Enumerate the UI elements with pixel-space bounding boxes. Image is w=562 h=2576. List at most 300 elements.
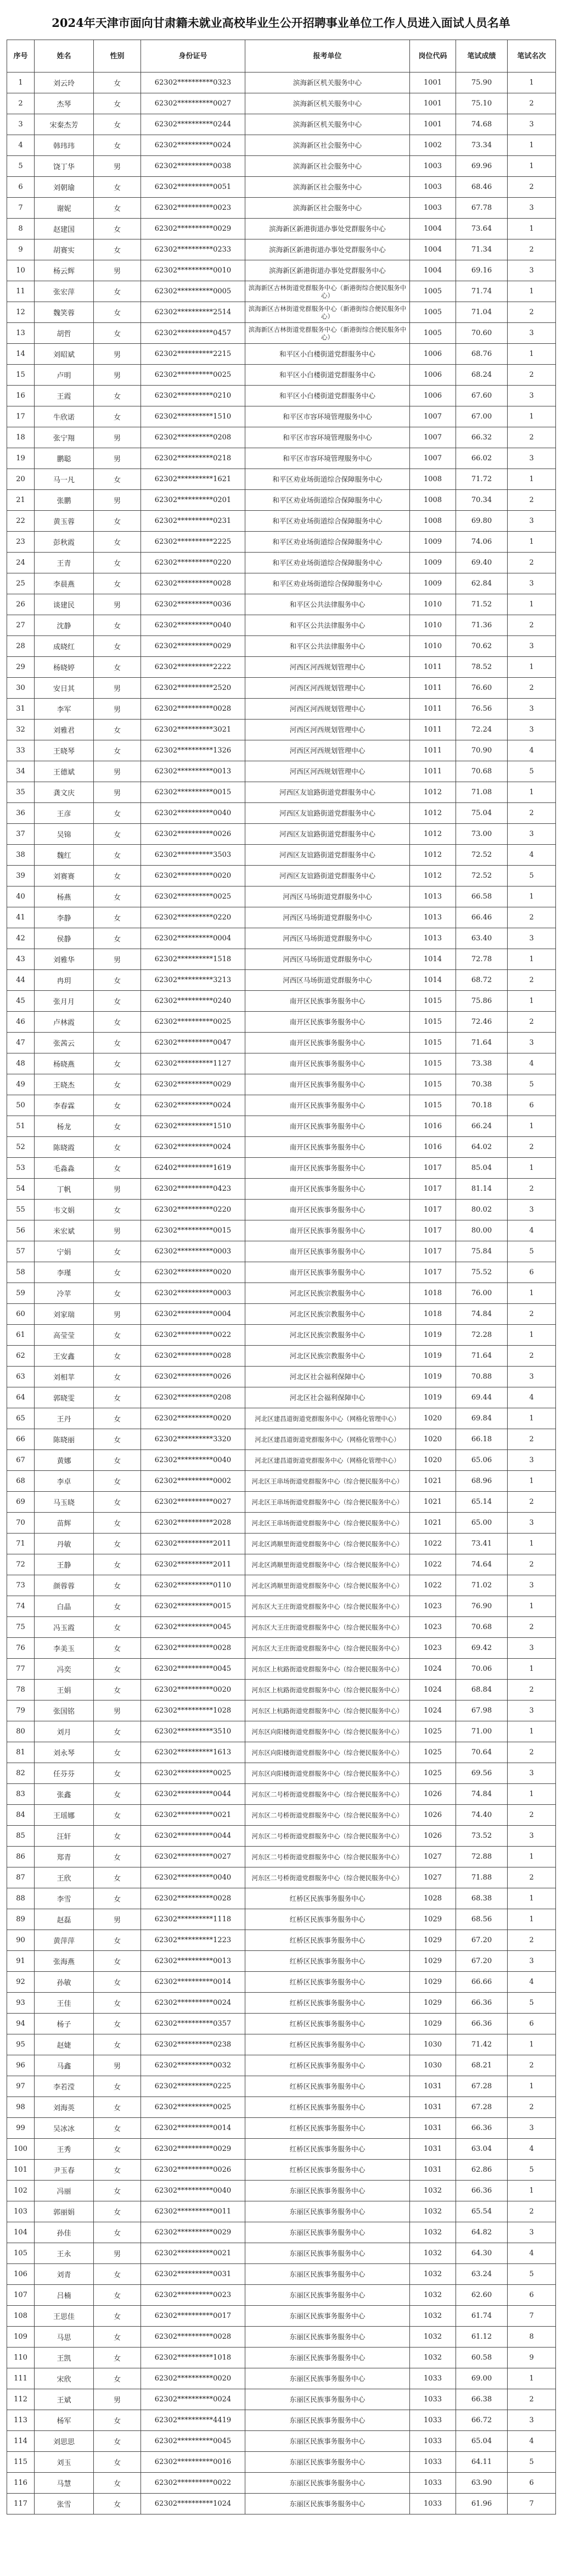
cell-name: 安日其 (35, 678, 94, 699)
cell-index: 39 (7, 866, 35, 886)
cell-id-number: 62302**********1118 (141, 1909, 245, 1930)
cell-unit: 南开区民族事务服务中心 (245, 1074, 410, 1095)
table-row (7, 907, 556, 928)
cell-gender: 女 (94, 1826, 141, 1847)
cell-unit: 和平区公共法律服务中心 (245, 636, 410, 657)
cell-name: 李晨燕 (35, 573, 94, 594)
cell-name: 冷苹 (35, 1283, 94, 1304)
table-row (7, 1784, 556, 1805)
cell-index: 18 (7, 427, 35, 448)
cell-score: 63.24 (456, 2264, 508, 2285)
cell-score: 73.00 (456, 824, 508, 845)
cell-rank: 1 (508, 1283, 556, 1304)
cell-unit: 河东区大王庄街道党群服务中心（综合便民服务中心） (245, 1617, 410, 1638)
cell-gender: 男 (94, 699, 141, 720)
cell-id-number: 62302**********1510 (141, 406, 245, 427)
cell-index: 59 (7, 1283, 35, 1304)
cell-post-code: 1027 (410, 1867, 456, 1888)
cell-rank: 1 (508, 73, 556, 93)
cell-name: 饶丁华 (35, 156, 94, 177)
cell-rank: 3 (508, 699, 556, 720)
cell-index: 9 (7, 239, 35, 260)
cell-id-number: 62302**********0028 (141, 1638, 245, 1659)
cell-unit: 南开区民族事务服务中心 (245, 1241, 410, 1262)
cell-name: 任芬芬 (35, 1763, 94, 1784)
cell-unit: 和平区劝业场街道综合保障服务中心 (245, 573, 410, 594)
table-row (7, 2160, 556, 2181)
table-row (7, 1888, 556, 1909)
cell-post-code: 1012 (410, 782, 456, 803)
cell-rank: 2 (508, 803, 556, 824)
cell-score: 67.98 (456, 1700, 508, 1721)
cell-index: 66 (7, 1429, 35, 1450)
cell-score: 71.74 (456, 281, 508, 302)
cell-id-number: 62302**********3510 (141, 1721, 245, 1742)
cell-unit: 滨海新区新港街道办事处党群服务中心 (245, 260, 410, 281)
cell-name: 刘雅君 (35, 720, 94, 740)
cell-score: 69.96 (456, 156, 508, 177)
cell-rank: 2 (508, 2055, 556, 2076)
cell-index: 35 (7, 782, 35, 803)
cell-rank: 4 (508, 1387, 556, 1408)
cell-index: 50 (7, 1095, 35, 1116)
cell-name: 宋欣 (35, 2368, 94, 2389)
cell-unit: 河北区民族宗教服务中心 (245, 1304, 410, 1325)
cell-rank: 3 (508, 260, 556, 281)
cell-index: 7 (7, 198, 35, 219)
cell-id-number: 62302**********0021 (141, 2243, 245, 2264)
cell-rank: 3 (508, 1763, 556, 1784)
cell-unit: 河北区鸿顺里街道党群服务中心（综合便民服务中心） (245, 1534, 410, 1554)
cell-id-number: 62302**********0233 (141, 239, 245, 260)
cell-name: 杨云辉 (35, 260, 94, 281)
cell-gender: 女 (94, 886, 141, 907)
cell-post-code: 1031 (410, 2076, 456, 2097)
cell-gender: 女 (94, 928, 141, 949)
cell-unit: 东丽区民族事务服务中心 (245, 2181, 410, 2201)
table-row (7, 2243, 556, 2264)
cell-rank: 4 (508, 2243, 556, 2264)
cell-post-code: 1006 (410, 365, 456, 386)
cell-unit: 河北区王串场街道党群服务中心（综合便民服务中心） (245, 1471, 410, 1492)
cell-unit: 和平区小白楼街道党群服务中心 (245, 386, 410, 406)
cell-index: 106 (7, 2264, 35, 2285)
cell-post-code: 1008 (410, 511, 456, 532)
cell-index: 86 (7, 1847, 35, 1867)
cell-id-number: 62302**********0038 (141, 156, 245, 177)
cell-rank: 3 (508, 1951, 556, 1972)
cell-index: 57 (7, 1241, 35, 1262)
cell-gender: 女 (94, 2076, 141, 2097)
cell-post-code: 1014 (410, 949, 456, 970)
cell-id-number: 62302**********0015 (141, 782, 245, 803)
cell-name: 李静 (35, 907, 94, 928)
cell-post-code: 1021 (410, 1471, 456, 1492)
cell-gender: 女 (94, 1033, 141, 1053)
cell-name: 李雪 (35, 1888, 94, 1909)
cell-rank: 4 (508, 845, 556, 866)
cell-rank: 2 (508, 1304, 556, 1325)
cell-gender: 女 (94, 1888, 141, 1909)
cell-gender: 男 (94, 1220, 141, 1241)
cell-gender: 女 (94, 1534, 141, 1554)
cell-id-number: 62302**********2520 (141, 678, 245, 699)
cell-id-number: 62302**********2011 (141, 1534, 245, 1554)
cell-id-number: 62302**********0025 (141, 1763, 245, 1784)
cell-post-code: 1023 (410, 1596, 456, 1617)
cell-score: 68.24 (456, 365, 508, 386)
cell-gender: 女 (94, 1930, 141, 1951)
table-row (7, 1137, 556, 1158)
cell-rank: 1 (508, 2076, 556, 2097)
cell-unit: 红桥区民族事务服务中心 (245, 1993, 410, 2014)
cell-post-code: 1003 (410, 177, 456, 198)
cell-name: 刘海英 (35, 2097, 94, 2118)
cell-index: 107 (7, 2285, 35, 2306)
cell-index: 26 (7, 594, 35, 615)
table-row (7, 1367, 556, 1387)
table-row (7, 2055, 556, 2076)
cell-name: 王凯 (35, 2348, 94, 2368)
table-row (7, 949, 556, 970)
cell-unit: 河西区友谊路街道党群服务中心 (245, 782, 410, 803)
cell-score: 73.34 (456, 135, 508, 156)
cell-index: 8 (7, 219, 35, 239)
cell-unit: 南开区民族事务服务中心 (245, 1116, 410, 1137)
cell-id-number: 62302**********0015 (141, 1220, 245, 1241)
cell-score: 70.06 (456, 1659, 508, 1680)
cell-score: 74.68 (456, 114, 508, 135)
cell-index: 38 (7, 845, 35, 866)
cell-index: 99 (7, 2118, 35, 2139)
cell-post-code: 1007 (410, 406, 456, 427)
cell-name: 王欣 (35, 1867, 94, 1888)
cell-id-number: 62302**********0027 (141, 93, 245, 114)
cell-unit: 红桥区民族事务服务中心 (245, 2160, 410, 2181)
cell-rank: 2 (508, 365, 556, 386)
cell-id-number: 62302**********3213 (141, 970, 245, 991)
table-row (7, 1179, 556, 1200)
cell-post-code: 1011 (410, 761, 456, 782)
cell-gender: 女 (94, 1471, 141, 1492)
cell-gender: 男 (94, 1700, 141, 1721)
cell-index: 36 (7, 803, 35, 824)
cell-unit: 河东区二号桥街道党群服务中心（综合便民服务中心） (245, 1847, 410, 1867)
cell-id-number: 62302**********4419 (141, 2410, 245, 2431)
table-row (7, 699, 556, 720)
cell-post-code: 1029 (410, 1972, 456, 1993)
cell-post-code: 1017 (410, 1179, 456, 1200)
cell-name: 马慧 (35, 2473, 94, 2494)
cell-index: 63 (7, 1367, 35, 1387)
cell-gender: 女 (94, 1053, 141, 1074)
cell-index: 30 (7, 678, 35, 699)
header-post-code: 岗位代码 (410, 40, 456, 73)
table-row (7, 886, 556, 907)
cell-gender: 女 (94, 1137, 141, 1158)
cell-score: 76.60 (456, 678, 508, 699)
cell-gender: 女 (94, 1680, 141, 1700)
cell-unit: 和平区市容环境管理服务中心 (245, 448, 410, 469)
cell-post-code: 1004 (410, 239, 456, 260)
cell-id-number: 62302**********0023 (141, 2285, 245, 2306)
cell-name: 丁帆 (35, 1179, 94, 1200)
cell-unit: 滨海新区社会服务中心 (245, 177, 410, 198)
cell-rank: 8 (508, 2327, 556, 2348)
table-row (7, 2327, 556, 2348)
cell-name: 刘思思 (35, 2431, 94, 2452)
cell-gender: 女 (94, 511, 141, 532)
cell-unit: 河西区河西规划管理中心 (245, 699, 410, 720)
cell-index: 80 (7, 1721, 35, 1742)
cell-unit: 河西区马场街道党群服务中心 (245, 970, 410, 991)
cell-rank: 2 (508, 427, 556, 448)
cell-gender: 女 (94, 970, 141, 991)
cell-id-number: 62302**********2011 (141, 1554, 245, 1575)
cell-name: 刘永琴 (35, 1742, 94, 1763)
cell-index: 13 (7, 323, 35, 344)
cell-name: 韩玮玮 (35, 135, 94, 156)
cell-rank: 3 (508, 1575, 556, 1596)
table-row (7, 1304, 556, 1325)
cell-gender: 女 (94, 1617, 141, 1638)
cell-gender: 女 (94, 1367, 141, 1387)
cell-unit: 河北区建昌道街道党群服务中心（网格化管理中心） (245, 1408, 410, 1429)
table-row (7, 1492, 556, 1513)
cell-gender: 女 (94, 2306, 141, 2327)
cell-post-code: 1029 (410, 1909, 456, 1930)
cell-name: 刘赛赛 (35, 866, 94, 886)
table-row (7, 2139, 556, 2160)
table-row (7, 93, 556, 114)
cell-name: 郑青 (35, 1847, 94, 1867)
table-row (7, 636, 556, 657)
table-row (7, 678, 556, 699)
cell-name: 冉玥 (35, 970, 94, 991)
header-unit: 报考单位 (245, 40, 410, 73)
cell-index: 62 (7, 1346, 35, 1367)
cell-name: 高莹莹 (35, 1325, 94, 1346)
cell-post-code: 1020 (410, 1408, 456, 1429)
cell-unit: 滨海新区新港街道办事处党群服务中心 (245, 239, 410, 260)
cell-name: 孙敏 (35, 1972, 94, 1993)
cell-post-code: 1013 (410, 907, 456, 928)
cell-rank: 1 (508, 886, 556, 907)
cell-index: 33 (7, 740, 35, 761)
cell-post-code: 1005 (410, 323, 456, 344)
cell-gender: 女 (94, 2327, 141, 2348)
cell-id-number: 62302**********0040 (141, 2181, 245, 2201)
cell-post-code: 1019 (410, 1325, 456, 1346)
cell-score: 64.82 (456, 2222, 508, 2243)
cell-name: 沈静 (35, 615, 94, 636)
cell-gender: 女 (94, 1200, 141, 1220)
cell-unit: 河北区王串场街道党群服务中心（综合便民服务中心） (245, 1492, 410, 1513)
cell-rank: 3 (508, 1200, 556, 1220)
cell-rank: 1 (508, 1325, 556, 1346)
table-row (7, 1700, 556, 1721)
table-row (7, 1450, 556, 1471)
cell-index: 29 (7, 657, 35, 678)
cell-post-code: 1032 (410, 2222, 456, 2243)
table-row (7, 1325, 556, 1346)
cell-score: 67.20 (456, 1951, 508, 1972)
cell-gender: 女 (94, 1283, 141, 1304)
cell-name: 王娟 (35, 1680, 94, 1700)
cell-score: 66.66 (456, 1972, 508, 1993)
cell-id-number: 62302**********1518 (141, 949, 245, 970)
cell-rank: 1 (508, 406, 556, 427)
cell-id-number: 62302**********0244 (141, 114, 245, 135)
cell-gender: 女 (94, 323, 141, 344)
cell-unit: 南开区民族事务服务中心 (245, 1158, 410, 1179)
cell-score: 67.28 (456, 2076, 508, 2097)
cell-unit: 南开区民族事务服务中心 (245, 991, 410, 1012)
cell-rank: 1 (508, 532, 556, 553)
cell-name: 黄萍萍 (35, 1930, 94, 1951)
cell-post-code: 1015 (410, 1033, 456, 1053)
cell-score: 64.11 (456, 2452, 508, 2473)
cell-gender: 女 (94, 1408, 141, 1429)
cell-gender: 男 (94, 344, 141, 365)
cell-id-number: 62302**********0025 (141, 365, 245, 386)
cell-rank: 2 (508, 239, 556, 260)
table-row (7, 469, 556, 490)
cell-gender: 男 (94, 156, 141, 177)
cell-rank: 1 (508, 1659, 556, 1680)
cell-gender: 男 (94, 427, 141, 448)
cell-score: 71.42 (456, 2034, 508, 2055)
cell-name: 彭秋霞 (35, 532, 94, 553)
cell-post-code: 1019 (410, 1367, 456, 1387)
cell-rank: 2 (508, 970, 556, 991)
cell-name: 张宁翔 (35, 427, 94, 448)
cell-id-number: 62302**********1127 (141, 1053, 245, 1074)
table-row (7, 2076, 556, 2097)
cell-unit: 河北区王串场街道党群服务中心（综合便民服务中心） (245, 1513, 410, 1534)
cell-post-code: 1011 (410, 740, 456, 761)
cell-id-number: 62302**********0003 (141, 1241, 245, 1262)
cell-gender: 女 (94, 2452, 141, 2473)
cell-rank: 1 (508, 782, 556, 803)
cell-score: 71.64 (456, 1033, 508, 1053)
cell-post-code: 1032 (410, 2264, 456, 2285)
cell-rank: 5 (508, 1993, 556, 2014)
cell-rank: 3 (508, 1700, 556, 1721)
cell-name: 苗辉 (35, 1513, 94, 1534)
cell-unit: 河东区二号桥街道党群服务中心（综合便民服务中心） (245, 1805, 410, 1826)
cell-id-number: 62302**********0020 (141, 1408, 245, 1429)
cell-score: 70.38 (456, 1074, 508, 1095)
cell-post-code: 1020 (410, 1429, 456, 1450)
cell-post-code: 1019 (410, 1387, 456, 1408)
cell-score: 71.02 (456, 1575, 508, 1596)
cell-unit: 和平区劝业场街道综合保障服务中心 (245, 532, 410, 553)
cell-score: 68.21 (456, 2055, 508, 2076)
cell-id-number: 62302**********0022 (141, 2473, 245, 2494)
cell-index: 93 (7, 1993, 35, 2014)
cell-index: 54 (7, 1179, 35, 1200)
cell-index: 88 (7, 1888, 35, 1909)
cell-index: 82 (7, 1763, 35, 1784)
cell-unit: 红桥区民族事务服务中心 (245, 2034, 410, 2055)
cell-score: 69.84 (456, 1408, 508, 1429)
cell-name: 王彦 (35, 803, 94, 824)
cell-score: 63.40 (456, 928, 508, 949)
table-row (7, 532, 556, 553)
cell-post-code: 1033 (410, 2431, 456, 2452)
cell-score: 69.16 (456, 260, 508, 281)
cell-post-code: 1004 (410, 260, 456, 281)
cell-index: 2 (7, 93, 35, 114)
cell-score: 61.96 (456, 2494, 508, 2514)
cell-post-code: 1015 (410, 1012, 456, 1033)
cell-rank: 3 (508, 1367, 556, 1387)
cell-name: 张雪 (35, 2494, 94, 2514)
cell-score: 75.84 (456, 1241, 508, 1262)
cell-index: 112 (7, 2389, 35, 2410)
cell-post-code: 1024 (410, 1700, 456, 1721)
cell-unit: 河西区友谊路街道党群服务中心 (245, 845, 410, 866)
cell-index: 15 (7, 365, 35, 386)
cell-unit: 南开区民族事务服务中心 (245, 1200, 410, 1220)
cell-id-number: 62302**********0240 (141, 991, 245, 1012)
cell-index: 4 (7, 135, 35, 156)
cell-score: 72.88 (456, 1847, 508, 1867)
cell-unit: 河北区民族宗教服务中心 (245, 1283, 410, 1304)
table-row (7, 135, 556, 156)
cell-name: 李卓 (35, 1471, 94, 1492)
table-row (7, 1763, 556, 1784)
cell-score: 63.04 (456, 2139, 508, 2160)
table-row (7, 2285, 556, 2306)
cell-score: 70.68 (456, 1617, 508, 1638)
cell-name: 谈建民 (35, 594, 94, 615)
table-row (7, 2452, 556, 2473)
cell-id-number: 62302**********2222 (141, 657, 245, 678)
cell-gender: 女 (94, 1325, 141, 1346)
cell-unit: 河东区上杭路街道党群服务中心（综合便民服务中心） (245, 1680, 410, 1700)
cell-unit: 河北区鸿顺里街道党群服务中心（综合便民服务中心） (245, 1575, 410, 1596)
table-row (7, 1074, 556, 1095)
cell-post-code: 1029 (410, 1951, 456, 1972)
cell-unit: 红桥区民族事务服务中心 (245, 2118, 410, 2139)
cell-index: 100 (7, 2139, 35, 2160)
cell-post-code: 1002 (410, 135, 456, 156)
cell-index: 37 (7, 824, 35, 845)
cell-post-code: 1030 (410, 2055, 456, 2076)
cell-unit: 南开区民族事务服务中心 (245, 1262, 410, 1283)
cell-score: 76.90 (456, 1596, 508, 1617)
cell-post-code: 1032 (410, 2285, 456, 2306)
cell-name: 张海燕 (35, 1951, 94, 1972)
cell-index: 27 (7, 615, 35, 636)
cell-score: 66.36 (456, 2181, 508, 2201)
cell-post-code: 1011 (410, 720, 456, 740)
cell-gender: 女 (94, 1429, 141, 1450)
cell-id-number: 62302**********0051 (141, 177, 245, 198)
cell-post-code: 1003 (410, 156, 456, 177)
cell-score: 68.76 (456, 344, 508, 365)
cell-index: 70 (7, 1513, 35, 1534)
cell-score: 71.72 (456, 469, 508, 490)
cell-unit: 滨海新区古林街道党群服务中心（新港街综合便民服务中心） (245, 302, 410, 323)
cell-score: 60.58 (456, 2348, 508, 2368)
cell-gender: 男 (94, 761, 141, 782)
cell-gender: 女 (94, 1596, 141, 1617)
table-row (7, 177, 556, 198)
header-rank: 笔试名次 (508, 40, 556, 73)
